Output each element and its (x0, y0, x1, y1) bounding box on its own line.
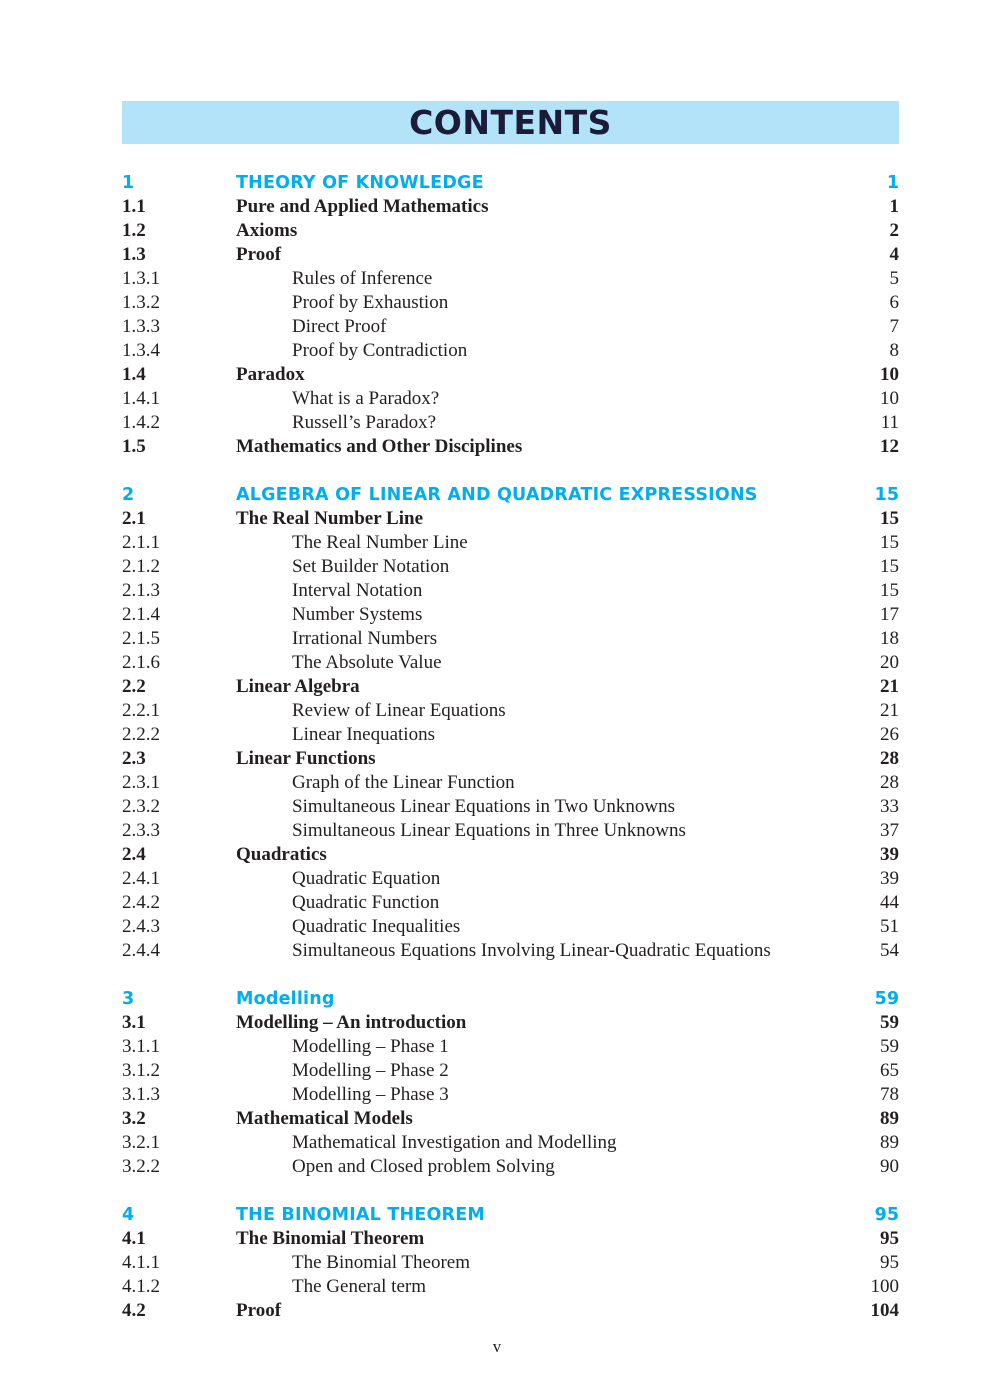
entry-title: Quadratic Inequalities (292, 916, 461, 937)
entry-page: 21 (880, 700, 899, 721)
entry-page: 59 (880, 1036, 899, 1057)
toc-subsection[interactable] (122, 387, 899, 411)
entry-number: 2.3.2 (122, 796, 160, 817)
entry-page: 15 (880, 580, 899, 601)
entry-number: 4.1 (122, 1228, 146, 1249)
toc-subsection[interactable] (122, 339, 899, 363)
entry-page: 18 (880, 628, 899, 649)
entry-title: Open and Closed problem Solving (292, 1156, 555, 1177)
chapter-title: ALGEBRA OF LINEAR AND QUADRATIC EXPRESSIONS (236, 485, 758, 505)
toc-subsection[interactable] (122, 291, 899, 315)
entry-number: 2.4.2 (122, 892, 160, 913)
entry-page: 10 (880, 364, 899, 385)
chapter-number: 2 (122, 485, 135, 505)
entry-page: 26 (880, 724, 899, 745)
entry-title: Modelling – An introduction (236, 1012, 467, 1033)
entry-page: 89 (880, 1132, 899, 1153)
entry-page: 21 (880, 676, 899, 697)
page-number: v (492, 1337, 502, 1356)
entry-page: 54 (880, 940, 899, 961)
entry-page: 4 (889, 244, 899, 265)
entry-page: 33 (880, 796, 899, 817)
chapter-page: 15 (874, 485, 899, 505)
toc-subsection[interactable] (122, 1275, 899, 1299)
entry-page: 28 (880, 748, 899, 769)
entry-title: Paradox (236, 364, 305, 385)
toc-subsection[interactable] (122, 699, 899, 723)
entry-number: 2.4 (122, 844, 146, 865)
entry-number: 1.4.1 (122, 388, 160, 409)
page-title: CONTENTS (409, 103, 612, 142)
toc-section[interactable] (122, 219, 899, 243)
chapter-number: 1 (122, 173, 135, 193)
entry-title: Mathematical Investigation and Modelling (292, 1132, 617, 1153)
entry-title: Direct Proof (292, 316, 387, 337)
chapter-heading[interactable] (122, 171, 899, 195)
entry-number: 2.1.2 (122, 556, 160, 577)
entry-number: 2.3.3 (122, 820, 160, 841)
toc-subsection[interactable] (122, 915, 899, 939)
toc-section[interactable] (122, 363, 899, 387)
chapter-number: 4 (122, 1205, 135, 1225)
entry-number: 2.2.1 (122, 700, 160, 721)
entry-number: 4.1.2 (122, 1276, 160, 1297)
toc-section[interactable] (122, 1299, 899, 1323)
chapter-spacer (122, 963, 899, 987)
entry-title: Simultaneous Linear Equations in Three Unknowns (292, 820, 686, 841)
entry-title: Modelling – Phase 3 (292, 1084, 449, 1105)
entry-number: 2.3 (122, 748, 146, 769)
entry-title: Set Builder Notation (292, 556, 450, 577)
entry-number: 2.3.1 (122, 772, 160, 793)
chapter-page: 95 (874, 1205, 899, 1225)
entry-number: 3.2.1 (122, 1132, 160, 1153)
entry-number: 1.3 (122, 244, 146, 265)
entry-page: 104 (870, 1300, 899, 1321)
chapter-title: Modelling (236, 989, 335, 1009)
entry-number: 1.3.2 (122, 292, 160, 313)
entry-title: Linear Inequations (292, 724, 435, 745)
chapter-heading[interactable] (122, 483, 899, 507)
toc-subsection[interactable] (122, 819, 899, 843)
entry-page: 11 (880, 412, 899, 433)
chapter-spacer (122, 459, 899, 483)
entry-page: 20 (880, 652, 899, 673)
entry-title: Linear Algebra (236, 676, 360, 697)
toc-subsection[interactable] (122, 1251, 899, 1275)
entry-number: 1.4 (122, 364, 146, 385)
entry-title: Russell’s Paradox? (292, 412, 437, 433)
entry-title: What is a Paradox? (292, 388, 440, 409)
entry-number: 1.4.2 (122, 412, 160, 433)
entry-number: 2.1.1 (122, 532, 160, 553)
entry-title: Proof (236, 1300, 282, 1321)
entry-title: The Absolute Value (292, 652, 442, 673)
entry-number: 3.1.3 (122, 1084, 160, 1105)
entry-number: 2.1.4 (122, 604, 160, 625)
toc-subsection[interactable] (122, 867, 899, 891)
entry-title: Review of Linear Equations (292, 700, 506, 721)
toc-section[interactable] (122, 1107, 899, 1131)
toc-section[interactable] (122, 675, 899, 699)
toc-section[interactable] (122, 1011, 899, 1035)
entry-title: Axioms (236, 220, 298, 241)
chapter-number: 3 (122, 989, 135, 1009)
entry-title: Mathematics and Other Disciplines (236, 436, 523, 457)
entry-title: The Real Number Line (292, 532, 468, 553)
toc-section[interactable] (122, 843, 899, 867)
entry-title: The General term (292, 1276, 426, 1297)
entry-number: 3.1.2 (122, 1060, 160, 1081)
toc-subsection[interactable] (122, 579, 899, 603)
entry-title: Proof by Contradiction (292, 340, 468, 361)
entry-title: Simultaneous Linear Equations in Two Unknowns (292, 796, 676, 817)
toc-subsection[interactable] (122, 603, 899, 627)
entry-title: Graph of the Linear Function (292, 772, 515, 793)
entry-number: 1.5 (122, 436, 146, 457)
entry-page: 6 (889, 292, 899, 313)
toc-subsection[interactable] (122, 723, 899, 747)
entry-page: 95 (880, 1228, 899, 1249)
toc-subsection[interactable] (122, 939, 899, 963)
toc-subsection[interactable] (122, 531, 899, 555)
entry-number: 1.3.4 (122, 340, 160, 361)
entry-title: The Binomial Theorem (292, 1252, 470, 1273)
entry-page: 7 (889, 316, 899, 337)
entry-page: 5 (889, 268, 899, 289)
toc-subsection[interactable] (122, 1131, 899, 1155)
toc-section[interactable] (122, 195, 899, 219)
entry-title: Proof (236, 244, 282, 265)
chapter-page: 59 (874, 989, 899, 1009)
entry-page: 17 (880, 604, 899, 625)
entry-title: Number Systems (292, 604, 423, 625)
chapter-title: THEORY OF KNOWLEDGE (236, 173, 484, 193)
entry-number: 3.2.2 (122, 1156, 160, 1177)
toc-subsection[interactable] (122, 771, 899, 795)
entry-number: 1.2 (122, 220, 146, 241)
entry-number: 2.2 (122, 676, 146, 697)
entry-title: Simultaneous Equations Involving Linear-Quadratic Equations (292, 940, 771, 961)
toc-section[interactable] (122, 1227, 899, 1251)
entry-page: 89 (880, 1108, 899, 1129)
toc-subsection[interactable] (122, 1083, 899, 1107)
entry-title: Quadratic Function (292, 892, 440, 913)
toc-subsection[interactable] (122, 555, 899, 579)
entry-title: Irrational Numbers (292, 628, 438, 649)
entry-number: 1.3.1 (122, 268, 160, 289)
entry-title: Interval Notation (292, 580, 423, 601)
entry-page: 37 (880, 820, 899, 841)
toc-subsection[interactable] (122, 411, 899, 435)
entry-page: 10 (880, 388, 899, 409)
chapter-heading[interactable] (122, 1203, 899, 1227)
toc-section[interactable] (122, 747, 899, 771)
entry-page: 28 (880, 772, 899, 793)
entry-number: 1.3.3 (122, 316, 160, 337)
toc-subsection[interactable] (122, 267, 899, 291)
toc-subsection[interactable] (122, 315, 899, 339)
entry-number: 2.1.6 (122, 652, 160, 673)
chapter-title: THE BINOMIAL THEOREM (236, 1205, 485, 1225)
entry-number: 3.1.1 (122, 1036, 160, 1057)
entry-title: Modelling – Phase 2 (292, 1060, 449, 1081)
entry-number: 2.1 (122, 508, 146, 529)
entry-page: 15 (880, 532, 899, 553)
toc-subsection[interactable] (122, 1059, 899, 1083)
chapter-spacer (122, 1179, 899, 1203)
entry-page: 65 (880, 1060, 899, 1081)
contents-banner (122, 101, 899, 144)
entry-number: 4.1.1 (122, 1252, 160, 1273)
entry-number: 1.1 (122, 196, 146, 217)
entry-number: 3.1 (122, 1012, 146, 1033)
toc-subsection[interactable] (122, 795, 899, 819)
toc-subsection[interactable] (122, 1155, 899, 1179)
toc-subsection[interactable] (122, 627, 899, 651)
entry-title: Pure and Applied Mathematics (236, 196, 489, 217)
entry-page: 44 (880, 892, 899, 913)
entry-number: 2.1.3 (122, 580, 160, 601)
toc-section[interactable] (122, 435, 899, 459)
toc-section[interactable] (122, 243, 899, 267)
entry-page: 59 (880, 1012, 899, 1033)
entry-page: 51 (880, 916, 899, 937)
entry-title: Quadratics (236, 844, 327, 865)
toc-subsection[interactable] (122, 1035, 899, 1059)
toc-subsection[interactable] (122, 651, 899, 675)
entry-page: 95 (880, 1252, 899, 1273)
entry-page: 15 (880, 556, 899, 577)
entry-page: 1 (889, 196, 899, 217)
entry-number: 4.2 (122, 1300, 146, 1321)
toc-section[interactable] (122, 507, 899, 531)
entry-number: 2.4.1 (122, 868, 160, 889)
entry-title: Quadratic Equation (292, 868, 441, 889)
entry-number: 2.4.4 (122, 940, 160, 961)
chapter-heading[interactable] (122, 987, 899, 1011)
entry-number: 3.2 (122, 1108, 146, 1129)
entry-title: Proof by Exhaustion (292, 292, 449, 313)
entry-title: Linear Functions (236, 748, 376, 769)
entry-page: 15 (880, 508, 899, 529)
toc-subsection[interactable] (122, 891, 899, 915)
entry-page: 78 (880, 1084, 899, 1105)
entry-page: 39 (880, 844, 899, 865)
entry-page: 12 (880, 436, 899, 457)
chapter-page: 1 (886, 173, 899, 193)
entry-page: 2 (889, 220, 899, 241)
entry-number: 2.2.2 (122, 724, 160, 745)
entry-page: 90 (880, 1156, 899, 1177)
entry-number: 2.4.3 (122, 916, 160, 937)
entry-page: 39 (880, 868, 899, 889)
entry-title: The Binomial Theorem (236, 1228, 425, 1249)
entry-page: 100 (870, 1276, 899, 1297)
entry-page: 8 (889, 340, 899, 361)
entry-title: Rules of Inference (292, 268, 433, 289)
table-of-contents (122, 171, 899, 1323)
entry-title: The Real Number Line (236, 508, 424, 529)
entry-title: Modelling – Phase 1 (292, 1036, 449, 1057)
entry-number: 2.1.5 (122, 628, 160, 649)
entry-title: Mathematical Models (236, 1108, 413, 1129)
